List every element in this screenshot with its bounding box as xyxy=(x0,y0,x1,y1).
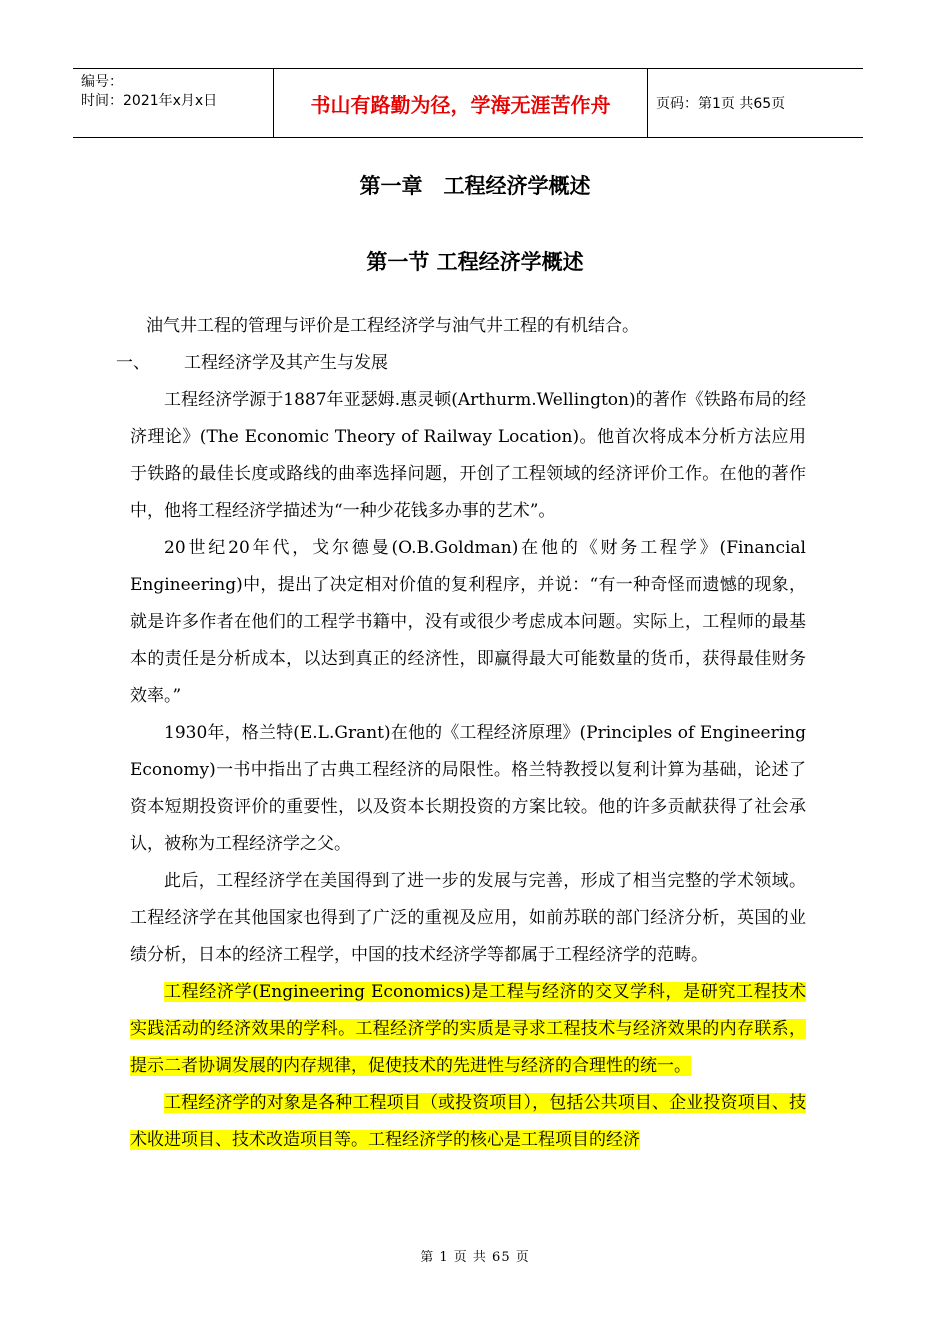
document-time-label: 时间：2021年x月x日 xyxy=(81,93,218,109)
highlighted-paragraph-2 xyxy=(130,1085,806,1159)
document-body xyxy=(116,308,806,1159)
paragraph-3: 1930年，格兰特(E.L.Grant)在他的《工程经济原理》(Principles of Engineering Economy)一书中指出了古典工程经济的局限性。格兰特教授以复利计算为基础，论述了资本短期投资评价的重要性，以及资本长期投资的方案比较。他的许多贡献获得了社会承认，被称为工程经济学之父。 xyxy=(130,723,806,854)
paragraph-1: 工程经济学源于1887年亚瑟姆.惠灵顿(Arthurm.Wellington)的著作《铁路布局的经济理论》(The Economic Theory of Railway Location)。他首次将成本分析方法应用于铁路的最佳长度或路线的曲率选择问题，开创了工程领域的经济评价工作。在他的著作中，他将工程经济学描述为“一种少花钱多办事的艺术”。 xyxy=(130,390,806,521)
highlighted-text: 工程经济学(Engineering Economics)是工程与经济的交叉学科，是研究工程技术实践活动的经济效果的学科。工程经济学的实质是寻求工程技术与经济效果的内存联系，提示二者协调发展的内存规律，促使技术的先进性与经济的合理性的统一。 xyxy=(130,982,806,1076)
header-page-label: 页码：第1页 共65页 xyxy=(656,96,786,112)
header-meta xyxy=(73,69,274,137)
list-item xyxy=(116,345,806,382)
list-item-number: 一、 xyxy=(116,353,150,373)
highlighted-text: 工程经济学的对象是各种工程项目（或投资项目），包括公共项目、企业投资项目、技术收进项目、技术改造项目等。工程经济学的核心是工程项目的经济 xyxy=(130,1093,806,1150)
document-number-label: 编号： xyxy=(81,74,123,90)
paragraph-4: 此后，工程经济学在美国得到了进一步的发展与完善，形成了相当完整的学术领域。工程经济学在其他国家也得到了广泛的重视及应用，如前苏联的部门经济分析，英国的业绩分析，日本的经济工程学，中国的技术经济学等都属于工程经济学的范畴。 xyxy=(130,871,806,965)
paragraph-2: 20世纪20年代，戈尔德曼(O.B.Goldman)在他的《财务工程学》(Financial Engineering)中，提出了决定相对价值的复利程序，并说：“有一种奇怪而遗憾的现象，就是许多作者在他们的工程学书籍中，没有或很少考虑成本问题。实际上，工程师的最基本的责任是分析成本，以达到真正的经济性，即赢得最大可能数量的货币，获得最佳财务效率。” xyxy=(130,538,806,706)
highlighted-paragraph-1 xyxy=(130,974,806,1085)
document-header xyxy=(73,68,863,138)
header-motto: 书山有路勤为径，学海无涯苦作舟 xyxy=(274,69,648,137)
section-title: 第一节 工程经济学概述 xyxy=(366,250,584,274)
page-footer: 第 1 页 共 65 页 xyxy=(420,1250,530,1265)
chapter-title: 第一章 工程经济学概述 xyxy=(359,174,591,198)
intro-paragraph: 油气井工程的管理与评价是工程经济学与油气井工程的有机结合。 xyxy=(146,316,639,336)
list-item-text: 工程经济学及其产生与发展 xyxy=(184,353,388,373)
